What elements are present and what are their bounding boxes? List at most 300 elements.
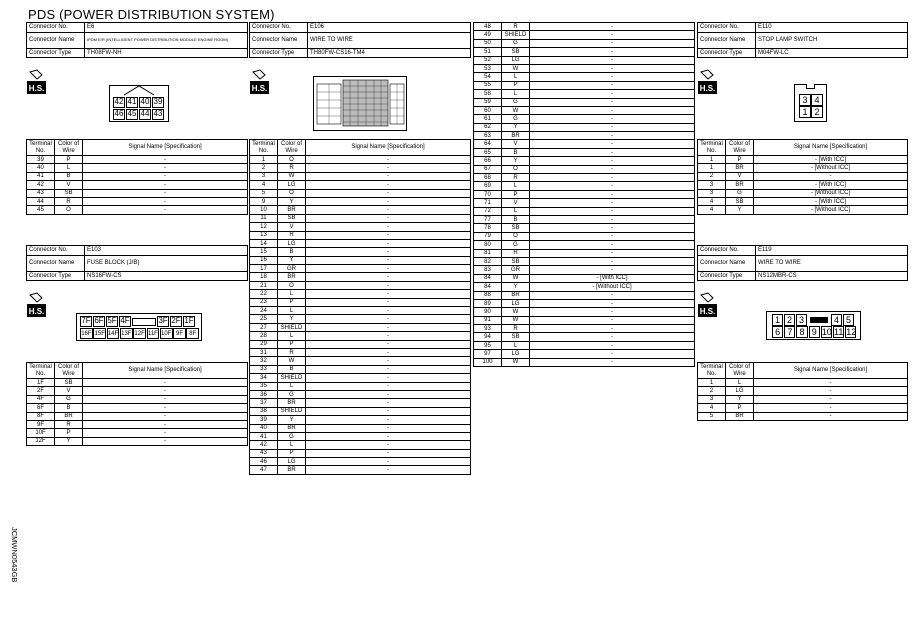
wire-color: Y	[278, 197, 306, 205]
signal-name: -	[306, 256, 471, 264]
terminal-no: 41	[250, 432, 278, 440]
wire-color: LG	[502, 56, 530, 64]
table-row	[250, 424, 471, 432]
wire-color: O	[502, 232, 530, 240]
pin: 14F	[107, 328, 120, 339]
signal-name: -	[306, 458, 471, 466]
terminal-no: 62	[474, 123, 502, 131]
table-row	[474, 81, 695, 89]
terminal-no: 1	[698, 379, 726, 387]
signal-name: -	[306, 290, 471, 298]
header-terminal-no: Terminal No.	[250, 140, 278, 156]
wire-color: L	[726, 379, 754, 387]
wire-color: BR	[502, 132, 530, 140]
signal-name: -	[530, 325, 695, 333]
wire-color: SB	[502, 48, 530, 56]
wire-color: L	[278, 332, 306, 340]
terminal-no: 66	[474, 157, 502, 165]
header-terminal-no: Terminal No.	[27, 140, 55, 156]
header-signal-name: Signal Name [Specification]	[83, 363, 248, 379]
table-row	[27, 412, 248, 420]
signal-name: -	[530, 148, 695, 156]
wire-color: SHIELD	[278, 407, 306, 415]
wire-color: GR	[502, 266, 530, 274]
signal-name: -	[530, 249, 695, 257]
pin: 4	[811, 94, 823, 106]
terminal-no: 43	[250, 449, 278, 457]
header-signal-name: Signal Name [Specification]	[83, 140, 248, 156]
harness-side-icon	[250, 69, 269, 94]
signal-name: -	[530, 358, 695, 366]
wire-color: W	[502, 316, 530, 324]
label-connector-name: Connector Name	[698, 32, 756, 48]
terminal-no: 1	[698, 156, 726, 164]
wire-color: P	[502, 81, 530, 89]
signal-name: -	[83, 420, 248, 428]
table-row	[27, 379, 248, 387]
terminal-table-e103-wrap	[26, 362, 248, 446]
wire-color: BR	[278, 424, 306, 432]
terminal-no: 41	[27, 172, 55, 180]
pin: 4F	[120, 316, 130, 325]
signal-name: -	[530, 115, 695, 123]
terminal-no: 16	[250, 256, 278, 264]
table-row	[474, 257, 695, 265]
wire-color: BR	[726, 164, 754, 172]
table-row	[250, 458, 471, 466]
signal-name: -	[530, 299, 695, 307]
signal-name: - [With ICC]	[754, 197, 908, 205]
wire-color: O	[278, 281, 306, 289]
table-row	[474, 190, 695, 198]
pin: 7F	[81, 316, 91, 325]
header-terminal-no: Terminal No.	[698, 140, 726, 156]
signal-name: -	[530, 199, 695, 207]
wire-color: Y	[278, 256, 306, 264]
signal-name: - [With ICC]	[754, 156, 908, 164]
wire-color: W	[502, 274, 530, 282]
pin: 6	[772, 326, 783, 338]
table-row	[27, 189, 248, 197]
terminal-no: 72	[474, 207, 502, 215]
table-row	[474, 266, 695, 274]
terminal-no: 2	[698, 387, 726, 395]
terminal-table-e106-cont-wrap	[473, 22, 695, 367]
connector-e106-face	[313, 76, 407, 131]
terminal-no: 51	[474, 48, 502, 56]
table-row	[250, 348, 471, 356]
terminal-table-e106	[249, 139, 471, 475]
table-row	[250, 449, 471, 457]
signal-name: -	[83, 156, 248, 164]
signal-name: -	[530, 241, 695, 249]
wire-color: BR	[502, 291, 530, 299]
terminal-no: 29	[250, 340, 278, 348]
signal-name: -	[530, 224, 695, 232]
connector-name-value: WIRE TO WIRE	[756, 255, 908, 271]
signal-name: -	[530, 123, 695, 131]
signal-name: -	[530, 98, 695, 106]
signal-name: -	[83, 164, 248, 172]
harness-side-icon	[27, 69, 46, 94]
signal-name: -	[530, 174, 695, 182]
connector-info-table	[26, 22, 248, 58]
terminal-no: 100	[474, 358, 502, 366]
pin: 39	[153, 97, 163, 106]
terminal-no: 2	[698, 172, 726, 180]
signal-name: -	[754, 379, 908, 387]
connector-no-value: E119	[756, 246, 908, 256]
signal-name: -	[530, 257, 695, 265]
wire-color: G	[502, 98, 530, 106]
table-row	[250, 416, 471, 424]
signal-name: -	[306, 374, 471, 382]
table-row	[698, 206, 908, 214]
terminal-no: 36	[250, 390, 278, 398]
terminal-no: 54	[474, 73, 502, 81]
label-connector-name: Connector Name	[27, 255, 85, 271]
svg-text:H.S.: H.S.	[28, 84, 45, 93]
terminal-no: 28	[250, 332, 278, 340]
terminal-table-e6	[26, 139, 248, 215]
terminal-no: 47	[250, 466, 278, 474]
table-header-row	[698, 140, 908, 156]
terminal-no: 2F	[27, 387, 55, 395]
signal-name: -	[83, 379, 248, 387]
signal-name: -	[306, 223, 471, 231]
label-connector-no: Connector No.	[698, 246, 756, 256]
wire-color: SB	[278, 214, 306, 222]
table-row	[474, 207, 695, 215]
terminal-no: 44	[27, 197, 55, 205]
wire-color: G	[502, 241, 530, 249]
pin: 44	[140, 109, 150, 118]
wire-color: B	[502, 148, 530, 156]
wire-color: W	[278, 172, 306, 180]
signal-name: -	[83, 181, 248, 189]
terminal-table-e119	[697, 362, 908, 421]
signal-name: -	[530, 308, 695, 316]
label-connector-name: Connector Name	[698, 255, 756, 271]
terminal-no: 25	[250, 315, 278, 323]
terminal-table-e110-wrap	[697, 139, 908, 215]
table-header-row	[698, 363, 908, 379]
signal-name: -	[306, 248, 471, 256]
wire-color: R	[502, 325, 530, 333]
signal-name: -	[306, 441, 471, 449]
signal-name: -	[83, 197, 248, 205]
signal-name: -	[530, 215, 695, 223]
pin: 4	[831, 314, 842, 326]
pin: 46	[114, 109, 124, 118]
connector-e106	[249, 22, 471, 58]
harness-side-icon	[698, 292, 717, 317]
signal-name: -	[306, 357, 471, 365]
signal-name: -	[530, 90, 695, 98]
wire-color: SB	[502, 224, 530, 232]
signal-name: -	[530, 333, 695, 341]
wire-color: B	[55, 404, 83, 412]
terminal-no: 11	[250, 214, 278, 222]
terminal-no: 34	[250, 374, 278, 382]
terminal-no: 38	[250, 407, 278, 415]
wire-color: BR	[278, 466, 306, 474]
terminal-no: 4	[698, 197, 726, 205]
signal-name: -	[530, 350, 695, 358]
signal-name: -	[754, 172, 908, 180]
table-row	[698, 379, 908, 387]
table-row	[27, 206, 248, 214]
terminal-no: 53	[474, 64, 502, 72]
terminal-no: 64	[474, 140, 502, 148]
table-row	[250, 197, 471, 205]
table-row	[27, 197, 248, 205]
pin: 45	[127, 109, 137, 118]
table-row	[250, 298, 471, 306]
table-row	[474, 64, 695, 72]
signal-name: -	[754, 412, 908, 420]
terminal-no: 15	[250, 248, 278, 256]
terminal-no: 39	[27, 156, 55, 164]
terminal-table-e106-continued	[473, 22, 695, 367]
wire-color: LG	[502, 350, 530, 358]
header-signal-name: Signal Name [Specification]	[306, 140, 471, 156]
pin: 1F	[184, 316, 194, 325]
table-row	[474, 182, 695, 190]
signal-name: -	[530, 64, 695, 72]
table-row	[250, 357, 471, 365]
label-connector-type: Connector Type	[698, 271, 756, 281]
signal-name: -	[306, 181, 471, 189]
signal-name: -	[754, 387, 908, 395]
terminal-no: 5	[250, 189, 278, 197]
wire-color: L	[502, 182, 530, 190]
connector-type-value: TH08FW-NH	[85, 48, 248, 58]
signal-name: -	[83, 437, 248, 445]
wire-color: Y	[278, 416, 306, 424]
wire-color: P	[502, 190, 530, 198]
terminal-no: 17	[250, 265, 278, 273]
terminal-no: 82	[474, 257, 502, 265]
terminal-no: 12F	[27, 437, 55, 445]
pin: 41	[127, 97, 137, 106]
table-row	[474, 23, 695, 31]
wire-color: V	[726, 172, 754, 180]
terminal-no: 55	[474, 81, 502, 89]
terminal-no: 10F	[27, 429, 55, 437]
terminal-no: 10	[250, 206, 278, 214]
terminal-no: 3	[698, 189, 726, 197]
table-row	[474, 215, 695, 223]
wire-color: O	[502, 165, 530, 173]
signal-name: - [Without ICC]	[754, 189, 908, 197]
signal-name: -	[306, 214, 471, 222]
pin: 11F	[147, 328, 160, 339]
terminal-no: 9F	[27, 420, 55, 428]
table-row	[474, 31, 695, 39]
table-row	[250, 223, 471, 231]
terminal-no: 52	[474, 56, 502, 64]
signal-name: -	[83, 395, 248, 403]
connector-e110-face	[794, 84, 827, 122]
pin: 2	[811, 106, 823, 118]
signal-name: -	[306, 432, 471, 440]
table-row	[250, 256, 471, 264]
table-header-row	[27, 140, 248, 156]
terminal-no: 43	[27, 189, 55, 197]
connector-type-value: NS12MBR-CS	[756, 271, 908, 281]
signal-name: - [With ICC]	[754, 181, 908, 189]
table-row	[250, 290, 471, 298]
table-row	[250, 407, 471, 415]
side-reference-code	[4, 527, 19, 609]
pin: 3	[799, 94, 811, 106]
table-row	[698, 395, 908, 403]
signal-name: -	[306, 399, 471, 407]
signal-name: -	[83, 387, 248, 395]
pin: 16F	[80, 328, 93, 339]
signal-name: -	[83, 404, 248, 412]
pin: 10F	[160, 328, 173, 339]
terminal-no: 39	[250, 416, 278, 424]
terminal-no: 27	[250, 323, 278, 331]
terminal-no: 80	[474, 241, 502, 249]
wire-color: SB	[502, 333, 530, 341]
terminal-no: 42	[250, 441, 278, 449]
wire-color: W	[502, 64, 530, 72]
wire-color: SHIELD	[502, 31, 530, 39]
connector-name-value: FUSE BLOCK (J/B)	[85, 255, 248, 271]
terminal-no: 1	[698, 164, 726, 172]
terminal-no: 90	[474, 308, 502, 316]
signal-name: -	[306, 315, 471, 323]
table-row	[250, 382, 471, 390]
connector-no-value: E103	[85, 246, 248, 256]
terminal-no: 50	[474, 39, 502, 47]
terminal-no: 48	[474, 23, 502, 31]
terminal-no: 4F	[27, 395, 55, 403]
wire-color: O	[55, 206, 83, 214]
signal-name: -	[83, 206, 248, 214]
table-row	[474, 299, 695, 307]
table-row	[474, 123, 695, 131]
terminal-no: 59	[474, 98, 502, 106]
pin: 5	[843, 314, 854, 326]
terminal-no: 35	[250, 382, 278, 390]
terminal-no: 1F	[27, 379, 55, 387]
table-row	[474, 165, 695, 173]
connector-type-value: NS16FW-CS	[85, 271, 248, 281]
table-row	[698, 172, 908, 180]
terminal-no: 40	[250, 424, 278, 432]
wire-color: L	[502, 73, 530, 81]
wire-color: W	[278, 357, 306, 365]
wire-color: P	[55, 156, 83, 164]
wire-color: P	[278, 298, 306, 306]
wire-color: LG	[278, 181, 306, 189]
table-row	[250, 441, 471, 449]
table-row	[474, 241, 695, 249]
header-signal-name: Signal Name [Specification]	[754, 363, 908, 379]
connector-e103-face	[76, 313, 202, 341]
signal-name: -	[530, 23, 695, 31]
table-row	[474, 308, 695, 316]
table-row	[474, 115, 695, 123]
header-color-of-wire: Color of Wire	[726, 140, 754, 156]
terminal-no: 18	[250, 273, 278, 281]
signal-name: -	[306, 348, 471, 356]
table-row	[27, 164, 248, 172]
pin: 40	[140, 97, 150, 106]
signal-name: -	[530, 132, 695, 140]
table-row	[250, 365, 471, 373]
wire-color: O	[278, 156, 306, 164]
connector-e6-face	[109, 85, 169, 122]
terminal-no: 95	[474, 341, 502, 349]
signal-name: -	[306, 332, 471, 340]
table-row	[250, 399, 471, 407]
wire-color: SB	[726, 197, 754, 205]
terminal-no: 91	[474, 316, 502, 324]
wire-color: B	[278, 365, 306, 373]
table-row	[474, 39, 695, 47]
table-row	[250, 323, 471, 331]
terminal-no: 68	[474, 174, 502, 182]
terminal-no: 12	[250, 223, 278, 231]
header-color-of-wire: Color of Wire	[55, 140, 83, 156]
wire-color: P	[278, 449, 306, 457]
wire-color: P	[726, 404, 754, 412]
terminal-no: 78	[474, 224, 502, 232]
wire-color: Y	[726, 395, 754, 403]
signal-name: -	[306, 206, 471, 214]
table-row	[698, 181, 908, 189]
terminal-no: 94	[474, 333, 502, 341]
wire-color: Y	[502, 157, 530, 165]
wire-color: L	[55, 164, 83, 172]
wire-color: R	[502, 174, 530, 182]
table-row	[250, 374, 471, 382]
signal-name: -	[530, 341, 695, 349]
signal-name: -	[530, 106, 695, 114]
pin: 12F	[133, 328, 146, 339]
table-row	[698, 197, 908, 205]
wire-color: Y	[726, 206, 754, 214]
terminal-no: 40	[27, 164, 55, 172]
wire-color: B	[502, 215, 530, 223]
table-row	[27, 172, 248, 180]
wire-color: SHIELD	[278, 374, 306, 382]
pin: 11	[834, 327, 844, 337]
connector-info-table	[697, 245, 908, 281]
table-row	[250, 239, 471, 247]
table-row	[474, 90, 695, 98]
signal-name: -	[754, 395, 908, 403]
table-row	[250, 432, 471, 440]
label-connector-name: Connector Name	[250, 32, 308, 48]
terminal-no: 49	[474, 31, 502, 39]
terminal-table-e6-wrap	[26, 139, 248, 215]
wire-color: R	[55, 420, 83, 428]
pin: 2F	[171, 316, 181, 325]
label-connector-type: Connector Type	[27, 48, 85, 58]
header-signal-name: Signal Name [Specification]	[754, 140, 908, 156]
table-row	[698, 189, 908, 197]
table-row	[250, 332, 471, 340]
signal-name: -	[306, 164, 471, 172]
header-color-of-wire: Color of Wire	[55, 363, 83, 379]
pin: 9	[809, 326, 820, 338]
